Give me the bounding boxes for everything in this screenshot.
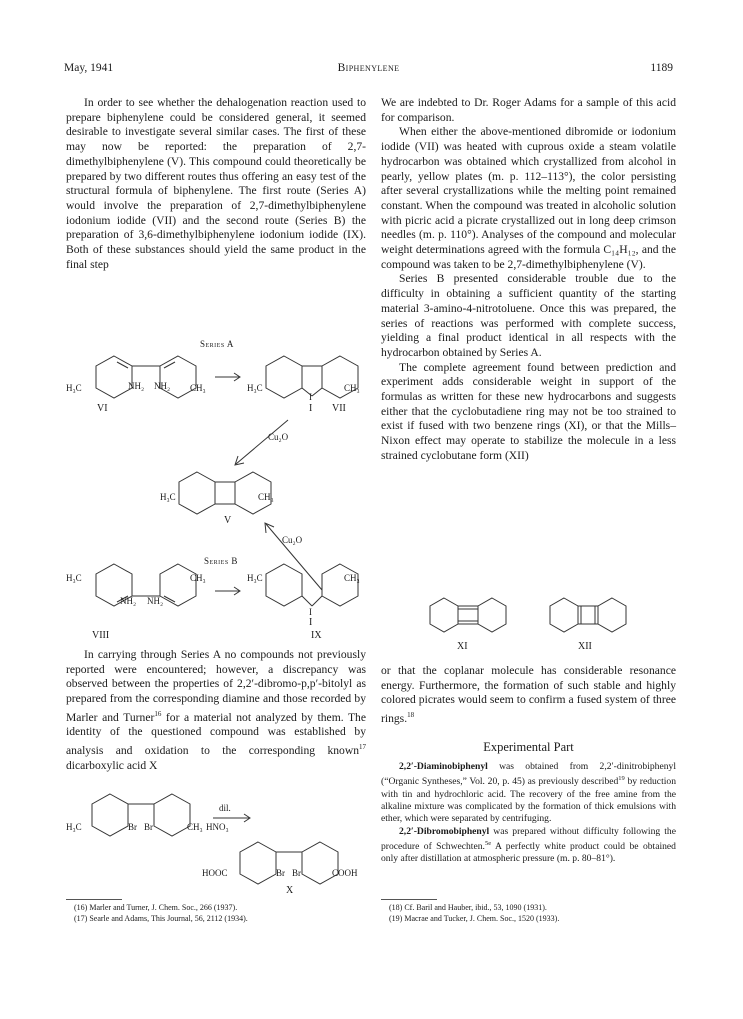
oxidant-hno3: HNO₃	[206, 822, 229, 832]
header-title: Biphenylene	[337, 62, 400, 74]
footnote-16: (16) Marler and Turner, J. Chem. Soc., 266 (1937).	[74, 903, 238, 912]
dibromo-h3c: H₃C	[66, 822, 82, 832]
label-viii: VIII	[92, 630, 110, 641]
left-column-intro	[66, 96, 366, 272]
dibromo-br-right: Br	[144, 822, 153, 832]
vi-nh2-right: NH₂	[154, 381, 171, 391]
compound-x-structure	[234, 838, 346, 892]
x-cooh: COOH	[332, 868, 358, 878]
ix-h3c: H₃C	[247, 573, 263, 583]
ix-iodine-bridge: I	[309, 607, 312, 617]
cu2o-upper: Cu₂O	[268, 432, 289, 442]
vii-ch3: CH₃	[344, 383, 360, 393]
x-hooc: HOOC	[202, 868, 228, 878]
acknowledgement-paragraph: We are indebted to Dr. Roger Adams for a sample of this acid for comparison.	[381, 96, 676, 124]
header-page-number: 1189	[650, 62, 673, 74]
vii-h3c: H₃C	[247, 383, 263, 393]
footnote-rule-right	[381, 899, 437, 900]
experimental-paragraph-1: 2,2′-Diaminobiphenyl was obtained from 2,2′-dinitrobiphenyl (“Organic Syntheses,” Vol. 20, p. 45) as previously described$^{19}$ by reduction with tin and hydrochloric acid. The recovery of the free amine from the alkaline mixture was complicated by the formation of thick emulsions with ether, which were separated by centrifuging.	[381, 761, 676, 825]
arrow-vii-to-v	[232, 418, 292, 468]
viii-h3c: H₃C	[66, 573, 82, 583]
footnotes-right	[389, 902, 679, 924]
results-paragraph: When either the above-mentioned dibromide or iodonium iodide (VII) was heated with cuprous oxide a steam volatile hydrocarbon was obtained which crystallized from alcohol in pearly, yellow plates (m. p. 112–113°), the color persisting after several crystallizations while the melting point remained constant. When the compound was treated in alcoholic solution with picric acid a picrate crystallized out in long deep crimson needles (m. p. 110°). Analyses of the compound and molecular weight determinations agreed with the formula C₁₄H₁₂, and the compound was taken to be 2,7-dimethylbiphenylene (V).	[381, 125, 676, 271]
compound-ix-structure	[262, 560, 362, 624]
left-column-discussion	[66, 648, 366, 773]
series-a-label: Series A	[200, 339, 234, 349]
intro-paragraph: In order to see whether the dehalogenation reaction used to prepare biphenylene could be considered general, it seemed desirable to investigate several similar cases. The first of these may now be reported: the preparation of 2,7-dimethylbiphenylene (V). This compound could theoretically be prepared by two different routes thus offering an easy test of the structural formula of biphenylene. The first route (Series A) would involve the preparation of 2,7-dimethylbiphenylene iodonium iodide (VII) and the second route (Series B) the preparation of 3,6-dimethylbiphenylene iodonium iodide (IX). Both of these substances should yield the same product in the final step	[66, 96, 366, 271]
label-xi: XI	[457, 641, 468, 652]
viii-nh2-right: NH₂	[147, 596, 164, 606]
x-br-right: Br	[292, 868, 301, 878]
compound-xi-structure	[428, 596, 508, 636]
footnote-18: (18) Cf. Baril and Hauber, ibid., 53, 1090 (1931).	[389, 903, 547, 912]
footnotes-left	[74, 902, 369, 924]
footnote-19: (19) Macrae and Tucker, J. Chem. Soc., 1520 (1933).	[389, 914, 560, 923]
header-date: May, 1941	[64, 62, 114, 74]
right-column-results	[381, 96, 676, 464]
discussion-paragraph: In carrying through Series A no compounds not previously reported were encountered; however, a discrepancy was observed between the properties of 2,2′-dibromo-p,p′-bitolyl as prepared from the corresponding diamine and those recorded by Marler and Turner$^{16}$ for a material not analyzed by them. The identity of the questioned compound was established by analysis and oxidation to the corresponding known$^{17}$ dicarboxylic acid X	[66, 648, 366, 772]
x-br-left: Br	[276, 868, 285, 878]
label-v: V	[224, 515, 232, 526]
series-b-label: Series B	[204, 556, 238, 566]
cu2o-lower: Cu₂O	[282, 535, 303, 545]
dibromobitolyl-structure	[86, 790, 198, 844]
label-ix: IX	[311, 630, 322, 641]
conclusion-paragraph: The complete agreement found between prediction and experiment adds considerable weight in support of the formulas as written for these new hydrocarbons and suggests either that the cyclobutadiene ring may not be too strained to exist if fused with two benzene rings (XI), or that the Mills–Nixon effect may operate to stabilize the molecule in a less strained cyclobutane form (XII)	[381, 360, 676, 462]
ix-iodide: I	[309, 617, 313, 628]
compound-xii-structure	[548, 596, 628, 636]
v-h3c: H₃C	[160, 492, 176, 502]
running-header	[64, 62, 673, 78]
dibromo-ch3: CH₃	[187, 822, 203, 832]
viii-ch3: CH₃	[190, 573, 206, 583]
arrow-vi-to-vii	[214, 372, 242, 382]
label-xii: XII	[578, 641, 592, 652]
footnote-rule-left	[66, 899, 122, 900]
viii-nh2-left: NH₂	[120, 596, 137, 606]
dibromo-br-left: Br	[128, 822, 137, 832]
oxidant-dil: dil.	[219, 803, 231, 813]
series-b-paragraph: Series B presented considerable trouble due to the difficulty in obtaining a sufficient quantity of the starting material 3-amino-4-nitrotoluene. Once this was prepared, the series of reactions was performed with complete success, yielding a final product identical in all respects with the hydrocarbon obtained by Series A.	[381, 272, 676, 359]
vi-nh2-left: NH₂	[128, 381, 145, 391]
section-title: Experimental Part	[483, 740, 574, 754]
v-ch3: CH₃	[258, 492, 274, 502]
vi-h3c: H₃C	[66, 383, 82, 393]
label-x: X	[286, 885, 294, 896]
vii-iodine-bridge: I	[309, 392, 312, 402]
compound-viii-structure	[86, 560, 206, 624]
ix-ch3: CH₃	[344, 573, 360, 583]
resonance-paragraph: or that the coplanar molecule has considerable resonance energy. Furthermore, the formation of such stable and highly colored picrates would seem to confirm a fused system of three rings.$^{18}$	[381, 664, 676, 725]
experimental-paragraph-2: 2,2′-Dibromobiphenyl was prepared without difficulty following the procedure of Schwechten.$^{5e}$ A perfectly white product could be obtained only after distillation at atmospheric pressure (m. p. 80–81°).	[381, 825, 676, 865]
arrow-viii-to-ix	[214, 586, 242, 596]
experimental-text	[381, 761, 676, 866]
label-vii: VII	[332, 403, 346, 414]
right-column-resonance	[381, 664, 676, 727]
vii-iodide: I	[309, 403, 313, 414]
footnote-17: (17) Searle and Adams, This Journal, 56, 2112 (1934).	[74, 914, 248, 923]
label-vi: VI	[97, 403, 108, 414]
vi-ch3: CH₃	[190, 383, 206, 393]
